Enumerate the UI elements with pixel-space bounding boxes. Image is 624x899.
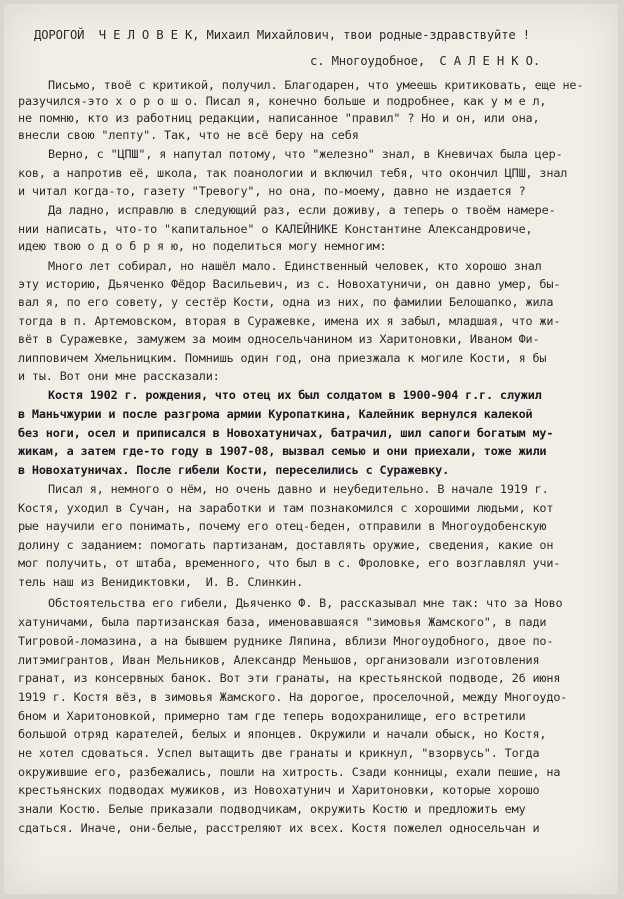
letter-line: окружившие его, разбежались, пошли на хитрость. Сзади конницы, ехали пешие, на: [18, 765, 561, 779]
letter-line: гранат, из консервных банок. Вот эти гранаты, на крестьянской подводе, 26 июня: [18, 671, 561, 685]
letter-line: Много лет собирал, но нашёл мало. Единственный человек, кто хорошо знал: [48, 259, 542, 273]
letter-line: рые научили его понимать, почему его отец-беден, отправили в Многоудобенскую: [18, 519, 547, 533]
letter-line: и ты. Вот они мне рассказали:: [18, 369, 220, 383]
letter-line: Верно, с "ЦПШ", я напутал потому, что "железно" знал, в Кневичах была цер-: [48, 147, 563, 161]
letter-line: в Новохатуничах. После гибели Кости, переселились с Суражевку.: [18, 463, 450, 477]
letter-line: Костя 1902 г. рождения, что отец их был солдатом в 1900-904 г.г. служил: [48, 388, 542, 402]
letter-line: внесли свою "лепту". Так, что не всё беру на себя: [18, 128, 359, 142]
letter-line: большой отряд карателей, белых и японцев. Окружили и начали обыск, но Костя,: [18, 727, 547, 741]
letter-line: ков, а напротив её, школа, так поанологии и включил тебя, что окончил ЦПШ, знал: [18, 166, 568, 180]
letter-line: вал я, по его совету, у сестёр Кости, одна из них, по фамилии Белошапко, жила: [18, 295, 554, 309]
letter-line: эту историю, Дьяченко Фёдор Васильевич, из с. Новохатуничи, он давно умер, бы-: [18, 277, 561, 291]
letter-line: Да ладно, исправлю в следующий раз, если доживу, а теперь о твоём намере-: [48, 203, 556, 217]
letter-line: хатуничами, была партизанская база, именовавшаяся "зимовья Жамского", в пади: [18, 615, 547, 629]
letter-line: вёт в Суражевке, замужем за моим односельчанином из Харитоновки, Иваном Фи-: [18, 332, 540, 346]
letter-line: тель наш из Венидиктовки, И. В. Слинкин.: [18, 575, 304, 589]
letter-line: Обстоятельства его гибели, Дьяченко Ф. В, рассказывал мне так: что за Ново: [48, 596, 563, 610]
letter-line: нии написать, что-то "капитальное" о КАЛЕЙНИКЕ Константине Александровиче,: [18, 222, 533, 236]
letter-line: 1919 г. Костя вёз, в зимовья Жамского. На дорогое, проселочной, между Многоудо-: [18, 690, 568, 704]
letter-line: Тигровой-ломазина, а на бывшем руднике Ляпина, вблизи Многоудобного, двое по-: [18, 634, 554, 648]
letter-line: крестьянских подводах мужиков, из Новохатунич и Харитоновки, которые хорошо: [18, 783, 540, 797]
letter-line: и читал когда-то, газету "Тревогу", но она, по-моему, давно не издается ?: [18, 184, 526, 198]
letter-greeting: ДОРОГОЙ Ч Е Л О В Е К, Михаил Михайлович, твои родные-здравствуйте !: [34, 28, 530, 42]
letter-line: идею твою о д о б р я ю, но поделиться могу немногим:: [18, 239, 387, 253]
letter-line: Писал я, немного о нём, но очень давно и неубедительно. В начале 1919 г.: [48, 482, 549, 496]
letter-line: не помню, кто из работниц редакции, написанное "правил" ? Но и он, или она,: [18, 111, 540, 125]
letter-line: знали Костю. Белые приказали подводчикам, окружить Костю и предложить ему: [18, 802, 526, 816]
letter-line: разучился-это х о р о ш о. Писал я, конечно больше и подробнее, как у м е л,: [18, 94, 547, 108]
letter-line: мог получить, от штаба, временного, что был в с. Фроловке, его возглавлял учи-: [18, 556, 561, 570]
letter-line: липповичем Хмельницким. Помнишь один год, она приезжала к могиле Кости, я бы: [18, 351, 547, 365]
letter-line: литэмигрантов, Иван Мельников, Александр Меньшов, организовали изготовления: [18, 653, 540, 667]
letter-line: Письмо, твоё с критикой, получил. Благодарен, что умеешь критиковать, еще не-: [48, 78, 584, 92]
letter-line: бном и Харитоновкой, примерно там где теперь водохранилище, его встретили: [18, 709, 526, 723]
letter-line: жикам, а затем где-то году в 1907-08, вызвал семью и они приехали, тоже жили: [18, 444, 547, 458]
letter-line: сдаться. Иначе, они-белые, расстреляют их всех. Костя пожелел односельчан и: [18, 821, 540, 835]
letter-line: тогда в п. Артемовском, вторая в Суражевке, имена их я забыл, младшая, что жи-: [18, 314, 561, 328]
letter-line: Костя, уходил в Сучан, на заработки и там познакомился с хорошими людьми, кот: [18, 501, 554, 515]
letter-page: [4, 4, 618, 894]
letter-line: долину с заданием: помогать партизанам, доставлять оружие, сведения, какие он: [18, 538, 554, 552]
letter-sender: с. Многоудобное, С А Л Е Н К О.: [310, 54, 540, 68]
letter-line: в Маньчжурии и после разгрома армии Куропаткина, Калейник вернулся калекой: [18, 407, 533, 421]
letter-line: не хотел сдоваться. Успел вытащить две гранаты и крикнул, "взорвусь". Тогда: [18, 746, 540, 760]
letter-line: без ноги, осел и приписался в Новохатуничах, батрачил, шил сапоги богатым му-: [18, 426, 554, 440]
